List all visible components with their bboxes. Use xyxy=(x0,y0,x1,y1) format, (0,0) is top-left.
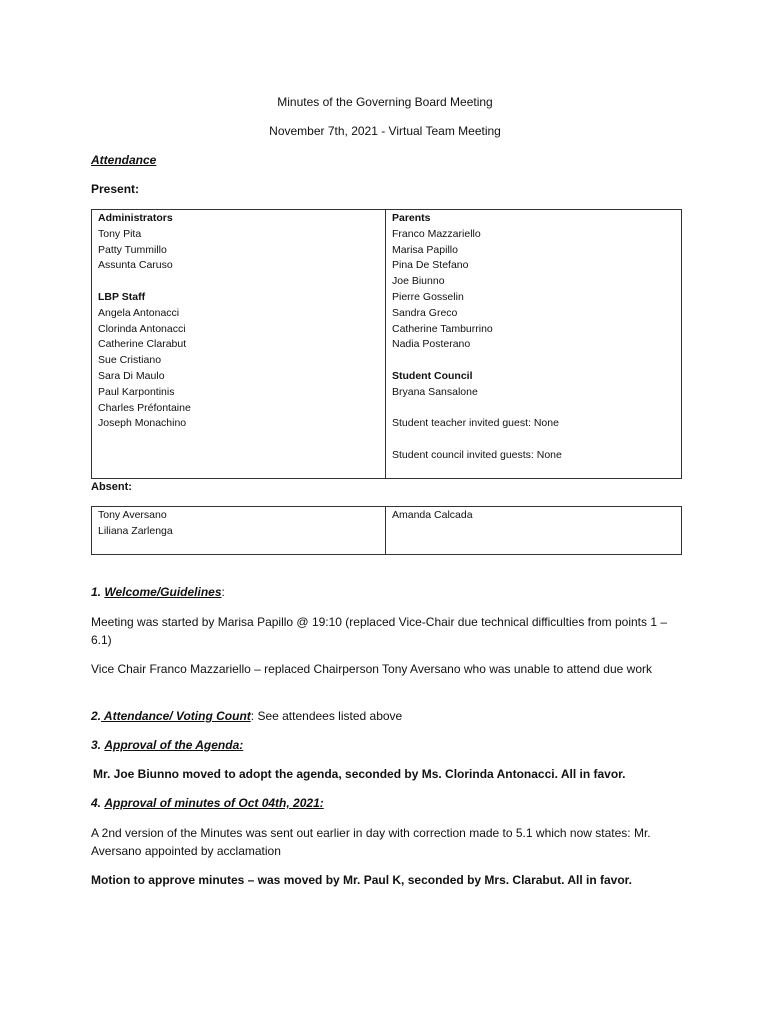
present-left-cell xyxy=(92,210,386,479)
absent-name: Amanda Calcada xyxy=(392,509,473,521)
council-guest-note: Student council invited guests: None xyxy=(392,448,562,461)
parent-name: Catherine Tamburrino xyxy=(392,322,493,335)
absent-table xyxy=(91,506,682,555)
document-title: Minutes of the Governing Board Meeting xyxy=(277,95,493,109)
document-subtitle: November 7th, 2021 - Virtual Team Meeting xyxy=(269,124,501,138)
section-1-heading: 1. Welcome/Guidelines: xyxy=(91,585,225,599)
section-4-paragraph: A 2nd version of the Minutes was sent out earlier in day with correction made to 5.1 which now states: Mr. Aversano appointed by acclamation xyxy=(91,826,651,858)
student-council-name: Bryana Sansalone xyxy=(392,385,478,398)
parent-name: Pina De Stefano xyxy=(392,259,469,272)
parents-heading: Parents xyxy=(392,212,431,224)
parent-name: Marisa Papillo xyxy=(392,243,458,256)
attendance-heading: Attendance xyxy=(91,153,157,167)
absent-left-cell xyxy=(92,507,386,555)
administrator-name: Patty Tummillo xyxy=(98,243,167,256)
section-4-motion: Motion to approve minutes – was moved by Mr. Paul K, seconded by Mrs. Clarabut. All in favor. xyxy=(91,873,632,887)
absent-right-cell xyxy=(386,507,682,555)
absent-label: Absent: xyxy=(91,481,132,493)
administrators-heading: Administrators xyxy=(98,212,173,224)
parent-name: Sandra Greco xyxy=(392,306,458,319)
parent-name: Nadia Posterano xyxy=(392,338,471,351)
staff-name: Charles Préfontaine xyxy=(98,401,191,414)
parent-name: Joe Biunno xyxy=(392,275,445,288)
parent-name: Pierre Gosselin xyxy=(392,290,464,303)
section-2-heading: 2. Attendance/ Voting Count: See attendees listed above xyxy=(91,709,403,723)
absent-name: Liliana Zarlenga xyxy=(98,524,173,537)
teacher-guest-note: Student teacher invited guest: None xyxy=(392,417,559,430)
absent-name: Tony Aversano xyxy=(98,509,167,521)
staff-name: Sue Cristiano xyxy=(98,354,162,367)
staff-name: Joseph Monachino xyxy=(98,417,187,430)
administrator-name: Tony Pita xyxy=(98,227,142,240)
staff-name: Sara Di Maulo xyxy=(98,369,165,382)
staff-name: Catherine Clarabut xyxy=(98,338,187,351)
present-label: Present: xyxy=(91,182,140,196)
staff-name: Angela Antonacci xyxy=(98,306,180,319)
section-1-paragraph: Meeting was started by Marisa Papillo @ 19:10 (replaced Vice-Chair due technical difficulties from points 1 – 6.1) xyxy=(91,615,668,647)
section-1-paragraph: Vice Chair Franco Mazzariello – replaced Chairperson Tony Aversano who was unable to attend due work xyxy=(91,662,652,676)
section-3-motion: Mr. Joe Biunno moved to adopt the agenda, seconded by Ms. Clorinda Antonacci. All in favor. xyxy=(93,767,626,781)
present-right-cell xyxy=(386,210,682,479)
parent-name: Franco Mazzariello xyxy=(392,227,481,240)
present-table xyxy=(91,209,682,479)
section-3-heading: 3. Approval of the Agenda: xyxy=(91,738,244,752)
administrator-name: Assunta Caruso xyxy=(98,259,173,272)
staff-name: Clorinda Antonacci xyxy=(98,322,186,335)
staff-name: Paul Karpontinis xyxy=(98,385,175,398)
student-council-heading: Student Council xyxy=(392,369,473,382)
staff-heading: LBP Staff xyxy=(98,290,146,303)
section-4-heading: 4. Approval of minutes of Oct 04th, 2021: xyxy=(91,796,324,810)
